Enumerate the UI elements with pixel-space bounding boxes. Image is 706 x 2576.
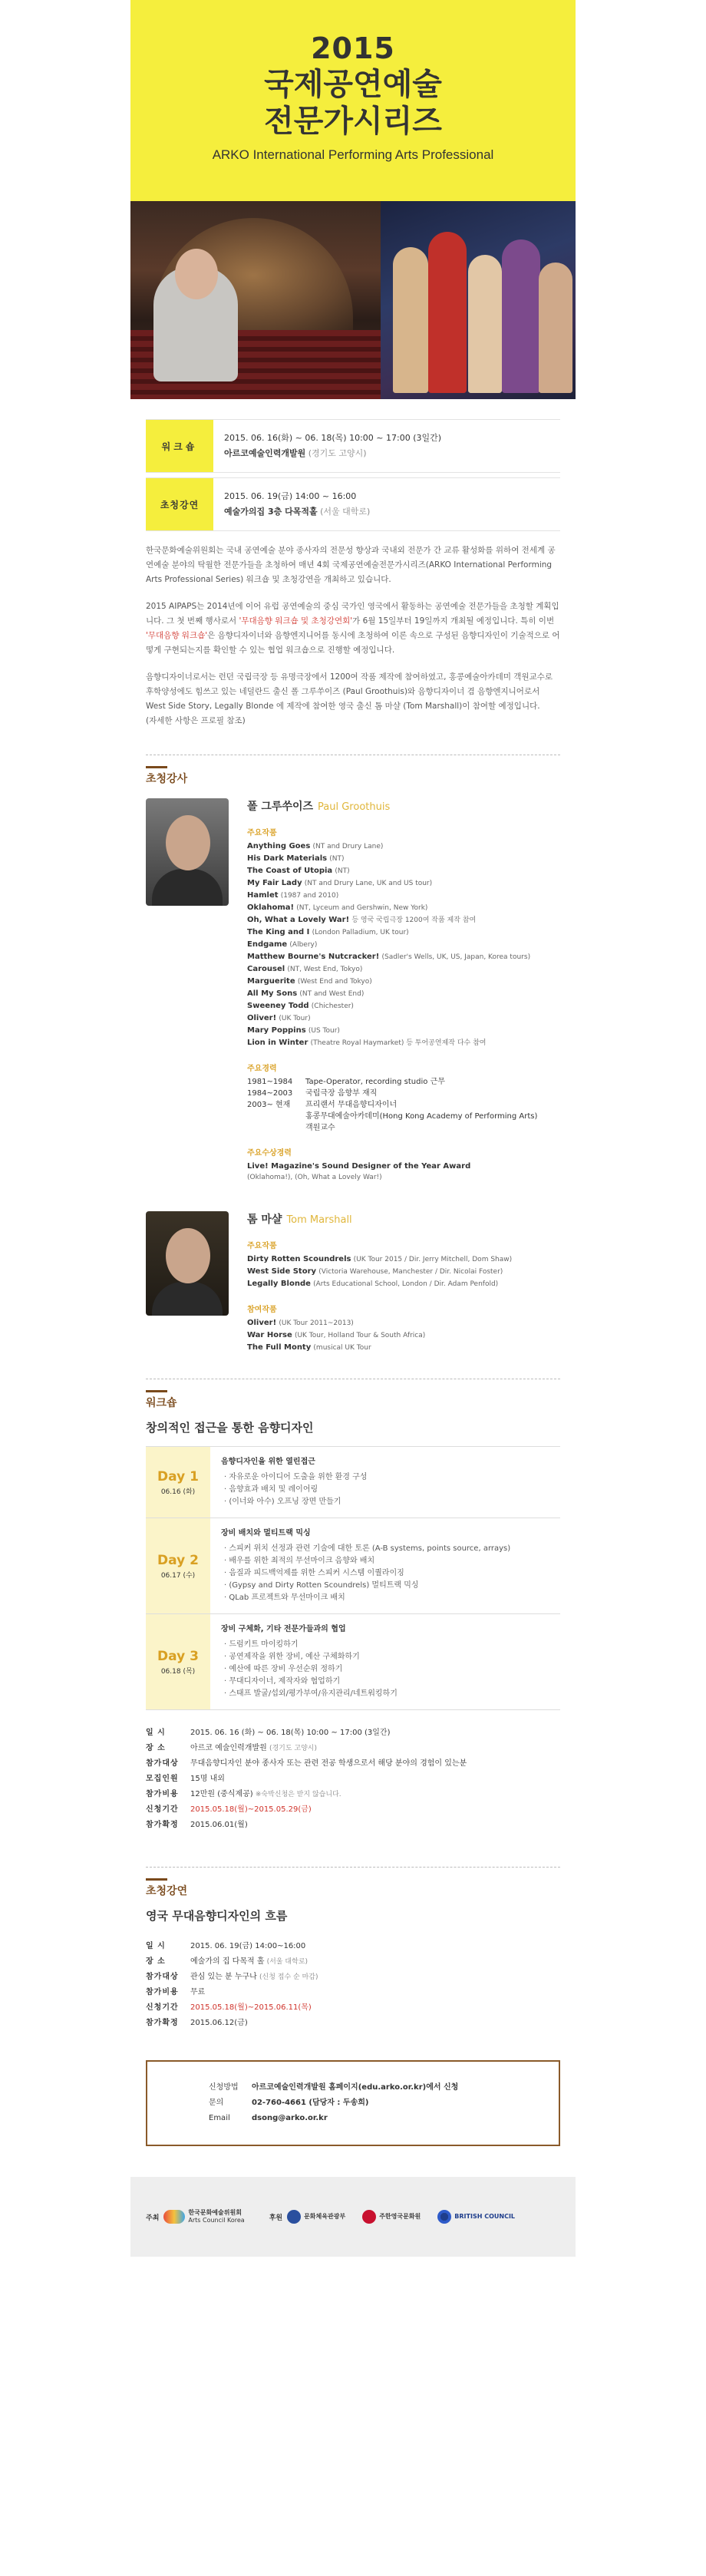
intro-paragraph-1: 한국문화예술위원회는 국내 공연예술 분야 종사자의 전문성 향상과 국내외 전문가 간 교류 활성화를 위하여 전세계 공연예술 분야의 탁월한 전문가들을 초청하여 매년 4회 국제공연예술전문가시리즈(ARKO International Performing Arts Professional Series) 워크숍 및 초청강연을 개최하고 있습니다. (146, 546, 556, 584)
info-label-workshop: 워크숍 (146, 420, 213, 472)
work-item: Oh, What a Lovely War! 등 영국 국립극장 1200여 작품 제작 참여 (247, 916, 477, 924)
speaker-name: 폴 그루쑤이즈 Paul Groothuis (247, 801, 391, 813)
works-heading: 주요작품 (247, 829, 277, 837)
work-item: Hamlet (1987 and 2010) (247, 891, 339, 900)
british-council-logo: BRITISH COUNCIL (437, 2210, 515, 2224)
workshop-title: 창의적인 접근을 통한 음향디자인 (146, 1421, 314, 1435)
embassy-logo-icon (362, 2210, 376, 2224)
day-item: · (Gypsy and Dirty Rotten Scoundrels) 멀티트랙 믹싱 (224, 1581, 419, 1590)
part-list (247, 1317, 560, 1354)
page (130, 0, 576, 2257)
day-heading: 장비 구체화, 기타 전문가들과의 협업 (221, 1625, 346, 1633)
career-item: 객원교수 (305, 1124, 335, 1132)
workshop-section-title: 워크숍 (146, 1395, 177, 1410)
award: Live! Magazine's Sound Designer of the Year Award (247, 1162, 471, 1171)
info-lecture-date: 2015. 06. 19(금) 14:00 ~ 16:00 (224, 491, 357, 501)
day-item: · QLab 프로젝트와 무선마이크 배치 (224, 1593, 345, 1602)
speaker-photo-paul (146, 798, 229, 906)
detail-row: 장 소 아르코 예술인력개발원 (경기도 고양시) (146, 1744, 318, 1752)
day-item: · 배우를 위한 최적의 무선마이크 음향와 배치 (224, 1557, 375, 1565)
work-item: War Horse (UK Tour, Holland Tour & South Africa) (247, 1331, 426, 1339)
career-item: 1984~2003 국립극장 음향부 재직 (247, 1089, 378, 1098)
detail-row: 참가비용 12만원 (중식제공) ※숙박신청은 받지 않습니다. (146, 1790, 341, 1798)
work-item: Matthew Bourne's Nutcracker! (Sadler's Wells, UK, US, Japan, Korea tours) (247, 953, 531, 961)
contact-row: 문의 02-760-4661 (담당자 : 두송희) (209, 2099, 369, 2107)
sponsor-label: 후원 (269, 2214, 283, 2222)
musical-photo (381, 201, 576, 399)
work-item: Oklahoma! (NT, Lyceum and Gershwin, New York) (247, 903, 428, 912)
day-date: 06.18 (목) (160, 1667, 196, 1676)
hero-banner (130, 0, 576, 201)
theatre-photo (130, 201, 381, 399)
work-item: The Full Monty (musical UK Tour (247, 1343, 371, 1352)
contact-row: 신청방법 아르코예술인력개발원 홈페이지(edu.arko.or.kr)에서 신청 (209, 2083, 459, 2092)
hero-subtitle: ARKO International Performing Arts Professional (212, 147, 494, 162)
hero-title-line1: 국제공연예술 (264, 67, 442, 102)
career-heading: 주요경력 (247, 1065, 277, 1073)
day-label: Day 3 (157, 1648, 199, 1664)
lecture-title: 영국 무대음향디자인의 흐름 (146, 1909, 288, 1923)
work-item: Dirty Rotten Scoundrels (UK Tour 2015 / Dir. Jerry Mitchell, Dom Shaw) (247, 1255, 513, 1263)
divider (146, 1867, 560, 1868)
british-embassy-logo: 주한영국문화원 (362, 2210, 421, 2224)
works-list (247, 1253, 560, 1290)
work-item: West Side Story (Victoria Warehouse, Manchester / Dir. Nicolai Foster) (247, 1267, 503, 1276)
work-item: His Dark Materials (NT) (247, 854, 345, 863)
info-workshop-place: 아르코예술인력개발원 (224, 448, 306, 458)
lecture-details (146, 1939, 560, 2031)
day-item: · 스피커 위치 선정과 관련 기술에 대한 토론 (A-B systems, points source, arrays) (224, 1544, 511, 1553)
detail-row: 참가대상 무대음향디자인 분야 종사자 또는 관련 전공 학생으로서 해당 분야의 경험이 있는분 (146, 1759, 467, 1768)
day-item: · 음질과 피드백억제를 위한 스피커 시스템 이퀄라이징 (224, 1569, 404, 1577)
lecture-section-title: 초청강연 (146, 1883, 187, 1898)
work-item: Anything Goes (NT and Drury Lane) (247, 842, 384, 850)
speakers-section-title: 초청강사 (146, 771, 187, 786)
arko-logo-icon (163, 2210, 185, 2224)
british-council-icon (437, 2210, 451, 2224)
detail-row: 참가대상 관심 있는 분 누구나 (신청 접수 순 마감) (146, 1973, 318, 1981)
info-workshop-date: 2015. 06. 16(화) ~ 06. 18(목) 10:00 ~ 17:00 (3일간) (224, 433, 442, 443)
speaker-photo-tom (146, 1211, 229, 1316)
info-workshop-place-note: (경기도 고양시) (308, 448, 367, 458)
speaker-tom (146, 1211, 560, 1354)
detail-row: 참가비용 무료 (146, 1988, 206, 1996)
day-date: 06.17 (수) (160, 1571, 196, 1580)
detail-row: 신청기간 2015.05.18(월)~2015.05.29(금) (146, 1805, 312, 1814)
detail-row: 참가확정 2015.06.12(금) (146, 2019, 248, 2027)
info-label-lecture: 초청강연 (146, 478, 213, 530)
detail-row: 장 소 예술가의 집 다목적 홀 (서울 대학로) (146, 1957, 308, 1966)
work-item: My Fair Lady (NT and Drury Lane, UK and US tour) (247, 879, 433, 887)
day-item: · 음향효과 배치 및 레이어링 (224, 1485, 318, 1494)
work-item: Legally Blonde (Arts Educational School, London / Dir. Adam Penfold) (247, 1280, 499, 1288)
detail-row: 일 시 2015. 06. 19(금) 14:00~16:00 (146, 1942, 306, 1950)
contact-box (146, 2060, 560, 2146)
workshop-details (146, 1726, 560, 1833)
day-item: · 무대디자이너, 제작자와 협업하기 (224, 1677, 341, 1686)
work-item: Sweeney Todd (Chichester) (247, 1002, 354, 1010)
work-item: Lion in Winter (Theatre Royal Haymarket) 등 투어공연제작 다수 참여 (247, 1039, 487, 1047)
career-item: 2003~ 현재 프리랜서 무대음향디자이너 (247, 1101, 398, 1109)
award-heading: 주요수상경력 (247, 1149, 292, 1158)
work-item: Carousel (NT, West End, Tokyo) (247, 965, 363, 973)
day-heading: 장비 배치와 멀티트랙 믹싱 (221, 1529, 311, 1537)
mcst-logo: 문화체육관광부 (287, 2210, 345, 2224)
part-heading: 참여작품 (247, 1306, 277, 1314)
detail-row: 참가확정 2015.06.01(월) (146, 1821, 248, 1829)
detail-row: 일 시 2015. 06. 16 (화) ~ 06. 18(목) 10:00 ~ 17:00 (3일간) (146, 1729, 391, 1737)
day-heading: 음향디자인을 위한 열린접근 (221, 1458, 315, 1466)
speaker-paul (146, 798, 560, 1184)
award-note: (Oklahoma!), (Oh, What a Lovely War!) (247, 1174, 382, 1181)
info-lecture-place: 예술가의집 3층 다목적홀 (224, 507, 318, 517)
career-item: 1981~1984 Tape-Operator, recording studio 근무 (247, 1078, 445, 1086)
day-item: · 스태프 발굴/섭외/평가부여/유지관리/네트워킹하기 (224, 1689, 398, 1698)
work-item: Oliver! (UK Tour 2011~2013) (247, 1319, 354, 1327)
hero-title-line2: 전문가시리즈 (264, 104, 442, 139)
day-item: · 예산에 따른 장비 우선순위 정하기 (224, 1665, 343, 1673)
work-item: The King and I (London Palladium, UK tour) (247, 928, 409, 936)
day-item: · 자유로운 아이디어 도출을 위한 환경 구성 (224, 1473, 368, 1481)
arko-logo: 한국문화예술위원회 Arts Council Korea (163, 2209, 244, 2224)
work-item: All My Sons (NT and West End) (247, 989, 365, 998)
career-item: 홍콩무대예술아카데미(Hong Kong Academy of Performing Arts) (305, 1112, 538, 1121)
speaker-name: 톰 마샬 Tom Marshall (247, 1214, 352, 1226)
day-label: Day 2 (157, 1552, 199, 1568)
day-date: 06.16 (화) (160, 1488, 196, 1496)
intro-paragraph-3: 음향디자이너로서는 런던 국립극장 등 유명극장에서 1200여 작품 제작에 참여하였고, 홍콩예술아카데미 객원교수로 후학양성에도 힘쓰고 있는 네덜란드 출신 폴 그루쑤이즈 (Paul Groothuis)와 음향디자이너 겸 음향엔지니어로서 West Side Story, Legally Blonde 에 제작에 참여한 영국 출신 톰 마샬 (Tom Marshall)이 참여할 예정입니다. (자세한 사항은 프로필 참조) (146, 672, 553, 725)
day-row (146, 1614, 560, 1710)
work-item: Endgame (Albery) (247, 940, 318, 949)
day-item: · 드럼키트 마이킹하기 (224, 1640, 299, 1649)
contact-row: Email dsong@arko.or.kr (209, 2114, 328, 2122)
day-item: · 공연제작을 위한 장비, 예산 구체화하기 (224, 1653, 360, 1661)
works-heading: 주요작품 (247, 1242, 277, 1250)
footer (130, 2177, 576, 2257)
info-lecture (146, 477, 560, 531)
work-item: Marguerite (West End and Tokyo) (247, 977, 372, 986)
detail-row: 신청기간 2015.05.18(월)~2015.06.11(목) (146, 2003, 312, 2012)
hero-photos (130, 201, 576, 399)
intro-paragraph-2: 2015 AIPAPS는 2014년에 이어 유럽 공연예술의 중심 국가인 영국에서 활동하는 공연예술 전문가들을 초청할 계획입니다. 그 첫 번째 행사로서 '무대음향 워크숍 및 초청강연회'가 6월 15일부터 19일까지 개최될 예정입니다. 특히 이번 '무대음향 워크숍'은 음향디자이너와 음향엔지니어를 동시에 초청하여 이론 속으로 구성된 음향디자인이 기술적으로 어떻게 구현되는지를 확인할 수 있는 협업 워크숍으로 진행할 예정입니다. (146, 602, 560, 655)
day-label: Day 1 (157, 1468, 199, 1485)
day-item: · (이너와 아수) 오프닝 장면 만들기 (224, 1498, 341, 1506)
hero-year: 2015 (311, 31, 395, 65)
host-label: 주최 (146, 2214, 160, 2222)
day-row (146, 1447, 560, 1518)
mcst-logo-icon (287, 2210, 301, 2224)
work-item: Mary Poppins (US Tour) (247, 1026, 340, 1035)
career-list (247, 1076, 560, 1134)
info-lecture-place-note: (서울 대학로) (320, 507, 371, 517)
work-item: Oliver! (UK Tour) (247, 1014, 311, 1022)
works-list (247, 841, 560, 1049)
day-row (146, 1518, 560, 1614)
info-workshop (146, 419, 560, 473)
workshop-schedule (146, 1446, 560, 1710)
work-item: The Coast of Utopia (NT) (247, 867, 350, 875)
detail-row: 모집인원 15명 내외 (146, 1775, 225, 1783)
